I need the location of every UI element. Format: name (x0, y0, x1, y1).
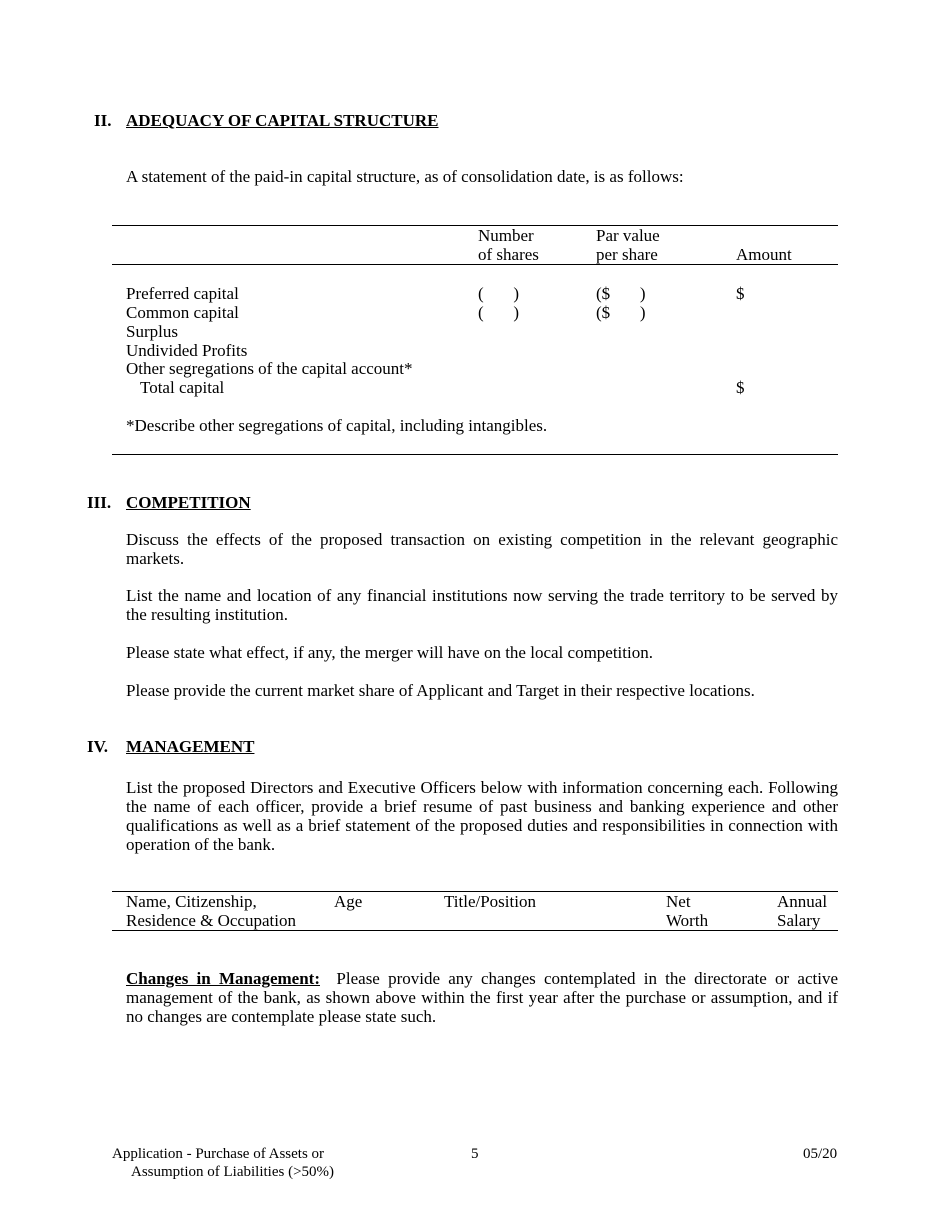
header-shares-line2: of shares (478, 245, 539, 264)
header-amount: Amount (736, 245, 792, 264)
header-net-line1: Net (666, 892, 691, 911)
section-4-title: MANAGEMENT (126, 737, 255, 756)
competition-paragraph-4: Please provide the current market share of Applicant and Target in their respective locations. (126, 681, 755, 700)
header-age: Age (334, 892, 363, 911)
table-row: Surplus (126, 322, 178, 341)
footer-form-title-line1: Application - Purchase of Assets or (112, 1146, 325, 1162)
header-shares-line1: Number (478, 226, 534, 245)
capital-table-top-rule (112, 225, 838, 226)
section-4-number: IV. (87, 737, 108, 756)
header-par-line2: per share (596, 245, 658, 264)
table-row: Undivided Profits (126, 341, 248, 360)
changes-in-management (126, 969, 838, 1026)
section-2-number: II. (94, 111, 112, 130)
header-net-line2: Worth (666, 911, 709, 930)
table-row: Preferred capital (126, 284, 239, 303)
changes-label: Changes in Management: (126, 969, 320, 988)
footer-page-number: 5 (471, 1146, 479, 1162)
management-paragraph: List the proposed Directors and Executive Officers below with information concerning each. Following the name of each officer, provide a brief resume of past business and banking experience and other qualifications as well as a brief statement of the proposed duties and responsibilities in connection with operation of the bank. (126, 778, 838, 854)
section-2-intro: A statement of the paid-in capital structure, as of consolidation date, is as follows: (126, 167, 684, 186)
footer-form-title-line2: Assumption of Liabilities (>50%) (131, 1164, 335, 1180)
table-row: Common capital (126, 303, 239, 322)
table-row: Other segregations of the capital account* (126, 359, 413, 378)
header-salary-line2: Salary (777, 911, 821, 930)
section-3-number: III. (87, 493, 112, 512)
row-amount: $ (736, 284, 745, 303)
capital-table-header-rule (112, 264, 838, 265)
capital-table-bottom-rule (112, 454, 838, 455)
table-row-total: Total capital (140, 378, 225, 397)
row-par: ($ ) (596, 284, 646, 303)
row-shares: ( ) (478, 303, 520, 322)
competition-paragraph-1: Discuss the effects of the proposed transaction on existing competition in the relevant geographic markets. (126, 530, 838, 568)
header-name-line1: Name, Citizenship, (126, 892, 257, 911)
footer-date: 05/20 (803, 1146, 838, 1162)
header-title-position: Title/Position (444, 892, 536, 911)
competition-paragraph-2: List the name and location of any financial institutions now serving the trade territory to be served by the resulting institution. (126, 586, 838, 624)
capital-footnote: *Describe other segregations of capital, including intangibles. (126, 416, 548, 435)
header-par-line1: Par value (596, 226, 660, 245)
row-par: ($ ) (596, 303, 646, 322)
changes-text: Please provide any changes contemplated in the directorate or active management of the bank, as shown above within the first year after the purchase or assumption, and if no changes are contemplate please state such. (126, 969, 838, 1026)
section-2-title: ADEQUACY OF CAPITAL STRUCTURE (126, 111, 439, 130)
row-amount-total: $ (736, 378, 745, 397)
competition-paragraph-3: Please state what effect, if any, the merger will have on the local competition. (126, 643, 653, 662)
section-3-title: COMPETITION (126, 493, 251, 512)
row-shares: ( ) (478, 284, 520, 303)
header-salary-line1: Annual (777, 892, 828, 911)
header-name-line2: Residence & Occupation (126, 911, 296, 930)
management-table-header-rule (112, 930, 838, 931)
